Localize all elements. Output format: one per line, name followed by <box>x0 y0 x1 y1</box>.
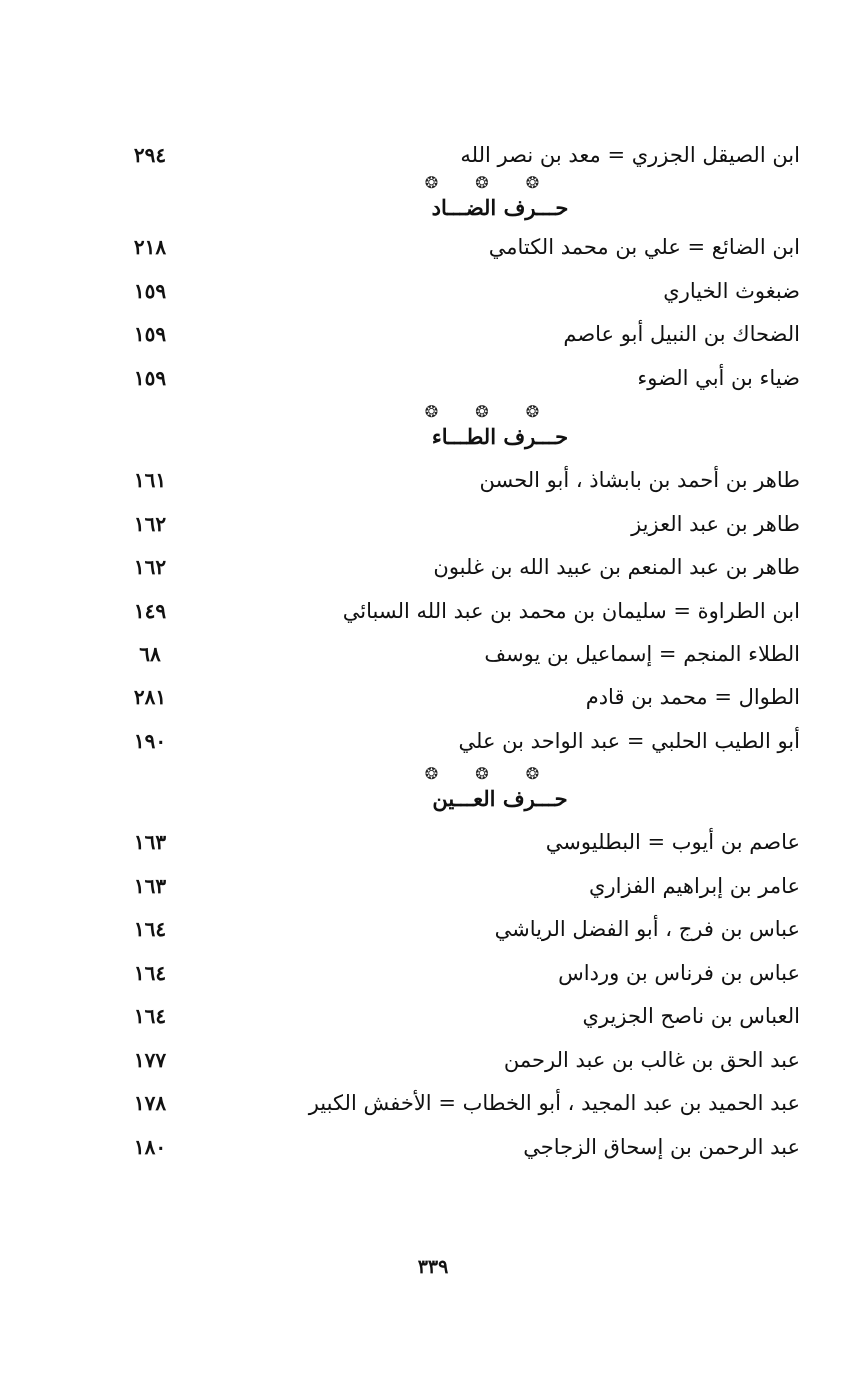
index-entry <box>120 506 800 542</box>
entry-page-number: ١٦٣ <box>133 830 167 854</box>
index-entry <box>120 868 800 904</box>
entry-name: عباس بن فرج ، أبو الفضل الرياشي <box>494 917 800 941</box>
index-entry <box>120 316 800 352</box>
entry-page-number: ٦٨ <box>139 642 161 666</box>
index-entry <box>120 955 800 991</box>
section-heading-ta: حـــرف الطـــاء <box>431 424 569 449</box>
index-entry <box>120 679 800 715</box>
index-entry <box>120 824 800 860</box>
entry-name: عبد الحق بن غالب بن عبد الرحمن <box>503 1048 800 1072</box>
entry-page-number: ٢٨١ <box>133 685 167 709</box>
entry-name: عاصم بن أيوب = البطليوسي <box>545 830 800 854</box>
entry-name: العباس بن ناصح الجزيري <box>582 1004 800 1028</box>
index-entry <box>120 911 800 947</box>
section-heading-ain: حـــرف العـــين <box>432 786 568 811</box>
entry-page-number: ١٤٩ <box>133 599 167 623</box>
entry-name: ضياء بن أبي الضوء <box>637 366 800 390</box>
entry-page-number: ١٦٢ <box>133 512 167 536</box>
index-entry <box>120 998 800 1034</box>
entry-page-number: ١٧٧ <box>133 1048 167 1072</box>
entry-name: الضحاك بن النبيل أبو عاصم <box>563 322 800 346</box>
entry-page-number: ١٥٩ <box>133 366 167 390</box>
entry-page-number: ١٦٢ <box>133 555 167 579</box>
entry-page-number: ١٦٤ <box>133 961 167 985</box>
entry-name: عامر بن إبراهيم الفزاري <box>589 874 800 898</box>
entry-page-number: ١٨٠ <box>133 1135 167 1159</box>
entry-page-number: ١٥٩ <box>133 322 167 346</box>
section-heading-dad: حـــرف الضـــاد <box>431 195 569 220</box>
entry-page-number: ١٦٣ <box>133 874 167 898</box>
index-entry <box>120 137 800 173</box>
index-entry <box>120 229 800 265</box>
entry-name: الطلاء المنجم = إسماعيل بن يوسف <box>484 642 800 666</box>
entry-name: طاهر بن عبد العزيز <box>631 512 800 536</box>
entry-name: أبو الطيب الحلبي = عبد الواحد بن علي <box>458 729 800 753</box>
entry-page-number: ١٩٠ <box>133 729 167 753</box>
section-ornament: ❂ ❂ ❂ <box>424 173 556 192</box>
index-entry <box>120 593 800 629</box>
section-ornament: ❂ ❂ ❂ <box>424 402 556 421</box>
section-ornament: ❂ ❂ ❂ <box>424 764 556 783</box>
index-entry <box>120 723 800 759</box>
index-entry <box>120 636 800 672</box>
index-entry <box>120 1042 800 1078</box>
entry-page-number: ٢١٨ <box>133 235 167 259</box>
entry-name: ابن الصيقل الجزري = معد بن نصر الله <box>460 143 800 167</box>
entry-name: طاهر بن عبد المنعم بن عبيد الله بن غلبون <box>433 555 800 579</box>
entry-page-number: ١٧٨ <box>133 1091 167 1115</box>
entry-name: عباس بن فرناس بن ورداس <box>558 961 800 985</box>
entry-page-number: ١٥٩ <box>133 279 167 303</box>
index-entry <box>120 1085 800 1121</box>
entry-name: عبد الحميد بن عبد المجيد ، أبو الخطاب = الأخفش الكبير <box>308 1091 800 1115</box>
entry-name: ابن الضائع = علي بن محمد الكتامي <box>488 235 800 259</box>
entry-page-number: ١٦٤ <box>133 917 167 941</box>
index-entry <box>120 549 800 585</box>
index-entry <box>120 462 800 498</box>
entry-name: الطوال = محمد بن قادم <box>585 685 800 709</box>
entry-name: ابن الطراوة = سليمان بن محمد بن عبد الله السبائي <box>342 599 800 623</box>
index-entry <box>120 1129 800 1165</box>
entry-name: عبد الرحمن بن إسحاق الزجاجي <box>523 1135 800 1159</box>
entry-page-number: ٢٩٤ <box>133 143 167 167</box>
index-entry <box>120 273 800 309</box>
index-entry <box>120 360 800 396</box>
entry-page-number: ١٦١ <box>133 468 167 492</box>
entry-name: طاهر بن أحمد بن بابشاذ ، أبو الحسن <box>479 468 800 492</box>
page-number: ٣٣٩ <box>417 1256 449 1278</box>
entry-name: ضبغوث الخياري <box>663 279 800 303</box>
entry-page-number: ١٦٤ <box>133 1004 167 1028</box>
